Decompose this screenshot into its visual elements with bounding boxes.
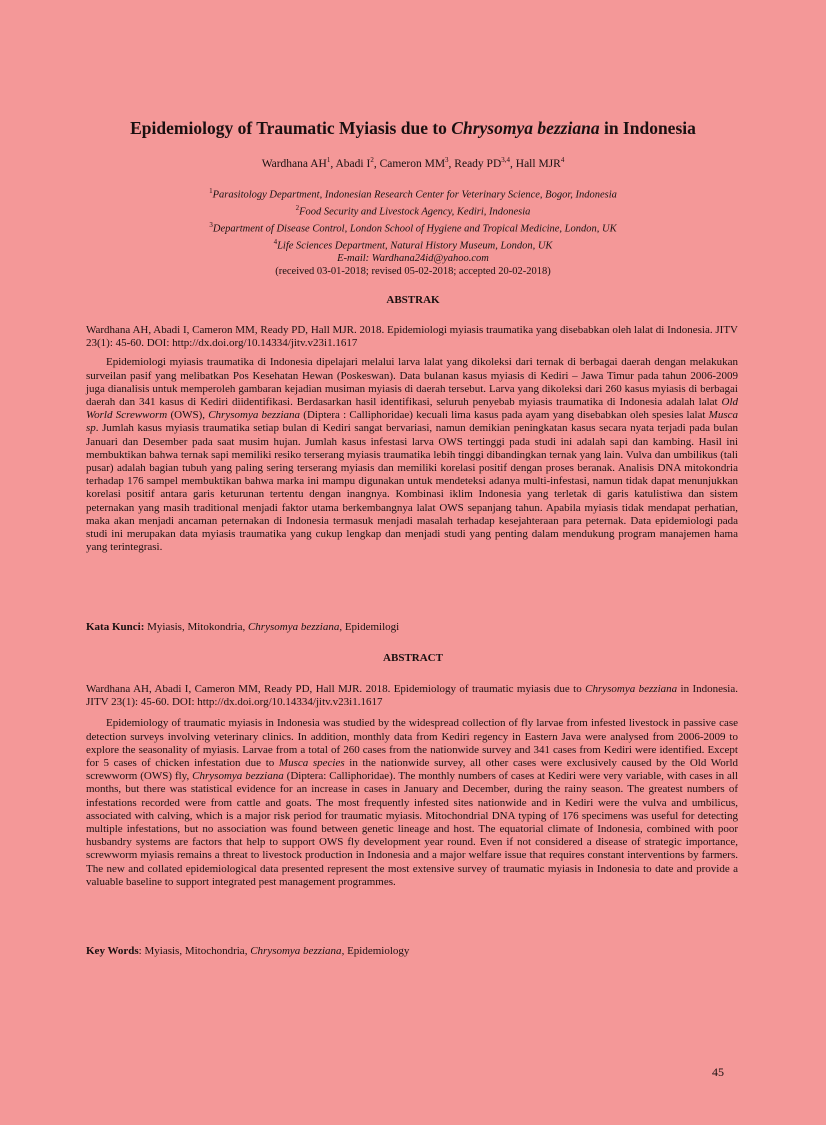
affiliation-1: $^1$Parasitology Department, Indonesian Research Center for Veterinary Science, Bogor, Indonesia	[209, 187, 617, 201]
abstrak-heading: ABSTRAK	[386, 294, 440, 306]
paper-title: Epidemiology of Traumatic Myiasis due to Chrysomya bezziana in Indonesia	[130, 118, 696, 138]
author-email: E-mail: Wardhana24id@yahoo.com	[337, 253, 489, 265]
received-dates: (received 03-01-2018; revised 05-02-2018; accepted 20-02-2018)	[275, 266, 551, 277]
abstract-citation: Wardhana AH, Abadi I, Cameron MM, Ready PD, Hall MJR. 2018. Epidemiology of traumatic myiasis due to Chrysomya bezziana in Indonesia. JITV 23(1): 45-60. DOI: http://dx.doi.org/10.14334/jitv.v23i1.1617	[86, 683, 738, 709]
abstract-section	[86, 683, 738, 889]
title-species: Chrysomya bezziana	[451, 118, 600, 138]
page-number: 45	[712, 1065, 724, 1079]
affiliation-3: $^3$Department of Disease Control, London School of Hygiene and Tropical Medicine, London, UK	[209, 221, 617, 235]
abstrak-citation: Wardhana AH, Abadi I, Cameron MM, Ready PD, Hall MJR. 2018. Epidemiologi myiasis traumatika yang disebabkan oleh lalat di Indonesia. JITV 23(1): 45-60. DOI: http://dx.doi.org/10.14334/jitv.v23i1.1617	[86, 324, 738, 350]
key-words: Key Words: Myiasis, Mitochondria, Chrysomya bezziana, Epidemiology	[86, 945, 410, 957]
affiliation-4: $^4$Life Sciences Department, Natural History Museum, London, UK	[273, 238, 553, 252]
affiliation-2: $^2$Food Security and Livestock Agency, Kediri, Indonesia	[295, 204, 531, 218]
abstract-heading: ABSTRACT	[383, 652, 443, 664]
affiliations	[0, 185, 826, 266]
author-list: Wardhana $AH^1$, Abadi $I^2$, Cameron $MM^3$, Ready PD$^{3,4}$, Hall MJR$^4$	[261, 156, 565, 170]
kata-kunci: Kata Kunci: Myiasis, Mitokondria, Chrysomya bezziana, Epidemilogi	[86, 621, 400, 633]
abstract-body: Epidemiology of traumatic myiasis in Indonesia was studied by the widespread collection of fly larvae from infested livestock in passive case detection surveys involving veterinary clinics. In addition, monthly data from Kediri regency in Eastern Java were analysed from 2006-2009 to explore the seasonality of myiasis. Larvae from a total of 260 cases from the nationwide survey and 341 cases from Kediri were identified. Except for 5 cases of chicken infestation due to Musca species in the nationwide survey, all other cases were exclusively caused by the Old World screwworm (OWS) fly, Chrysomya bezziana (Diptera: Calliphoridae). The monthly numbers of cases at Kediri were very variable, with cases in all months, but there was statistical evidence for an increase in cases in January and December, during the rainy season. The greatest numbers of infestations recorded were from cattle and goats. The most frequently infested sites nationwide and in Kediri were the vulva and umbilicus, associated with calving, which is a major risk period for traumatic myiasis. Mitochondrial DNA typing of 176 specimens was useful for detecting multiple infestations, but no association was found between genetic lineage and host. The equatorial climate of Indonesia, combined with poor husbandry systems are factors that help to support OWS fly development year round. Even if not considered a disease of strategic importance, screwworm myiasis remains a threat to livestock production in Indonesia and a major welfare issue that requires constant interventions by farmers. The new and collated epidemiological data presented represent the most extensive survey of traumatic myiasis in Indonesia to date and provide a valuable baseline to support integrated pest management programmes.	[86, 717, 739, 888]
abstrak-section	[86, 324, 738, 554]
abstrak-body: Epidemiologi myiasis traumatika di Indonesia dipelajari melalui larva lalat yang dikoleksi dari ternak di berbagai daerah dengan melakukan surveilan pasif yang melibatkan Pos Kesehatan Hewan (Poskeswan). Data bulanan kasus myiasis di Kediri – Jawa Timur pada tahun 2006-2009 juga dianalisis untuk memperoleh gambaran kejadian musiman myiasis di daerah tersebut. Larva yang dikoleksi dari 260 kasus myiasis di berbagai daerah dan 341 kasus di Kediri diidentifikasi. Berdasarkan hasil identifikasi, seluruh penyebab myiasis traumatika di Indonesia adalah lalat Old World Screwworm (OWS), Chrysomya bezziana (Diptera : Calliphoridae) kecuali lima kasus pada ayam yang disebabkan oleh spesies lalat Musca sp. Jumlah kasus myiasis traumatika setiap bulan di Kediri sangat bervariasi, namun demikian peningkatan kasus secara nyata terjadi pada bulan Januari dan Desember pada saat musim hujan. Jumlah kasus infestasi larva OWS tertinggi pada studi ini adalah sapi dan kambing. Hasil ini membuktikan bahwa ternak sapi memiliki resiko terserang myiasis traumatika lebih tinggi dibandingkan ternak yang lain. Vulva dan umbilikus (tali pusar) adalah bagian tubuh yang paling sering terserang myiasis dan memiliki korelasi positif dengan proses beranak. Analisis DNA mitokondria terhadap 176 sampel membuktikan bahwa marka ini mampu digunakan untuk mendeteksi adanya multi-infestasi, namun tidak dapat menunjukkan korelasi positif antara garis keturunan tertentu dengan inangnya. Kombinasi iklim Indonesia yang terletak di garis katulistiwa dan sistem peternakan yang masih traditional menjadi faktor utama berkembangnya lalat OWS sepanjang tahun. Apabila myiasis tidak mendapat perhatian, maka akan menjadi ancaman peternakan di Indonesia termasuk menjadi masalah terhadap kesejahteraan para peternak. Data epidemiologi pada studi ini merupakan data myiasis traumatika yang cukup lengkap dan menjadi studi yang penting dalam mendukung program manajemen hama yang terintegrasi.	[86, 356, 738, 554]
